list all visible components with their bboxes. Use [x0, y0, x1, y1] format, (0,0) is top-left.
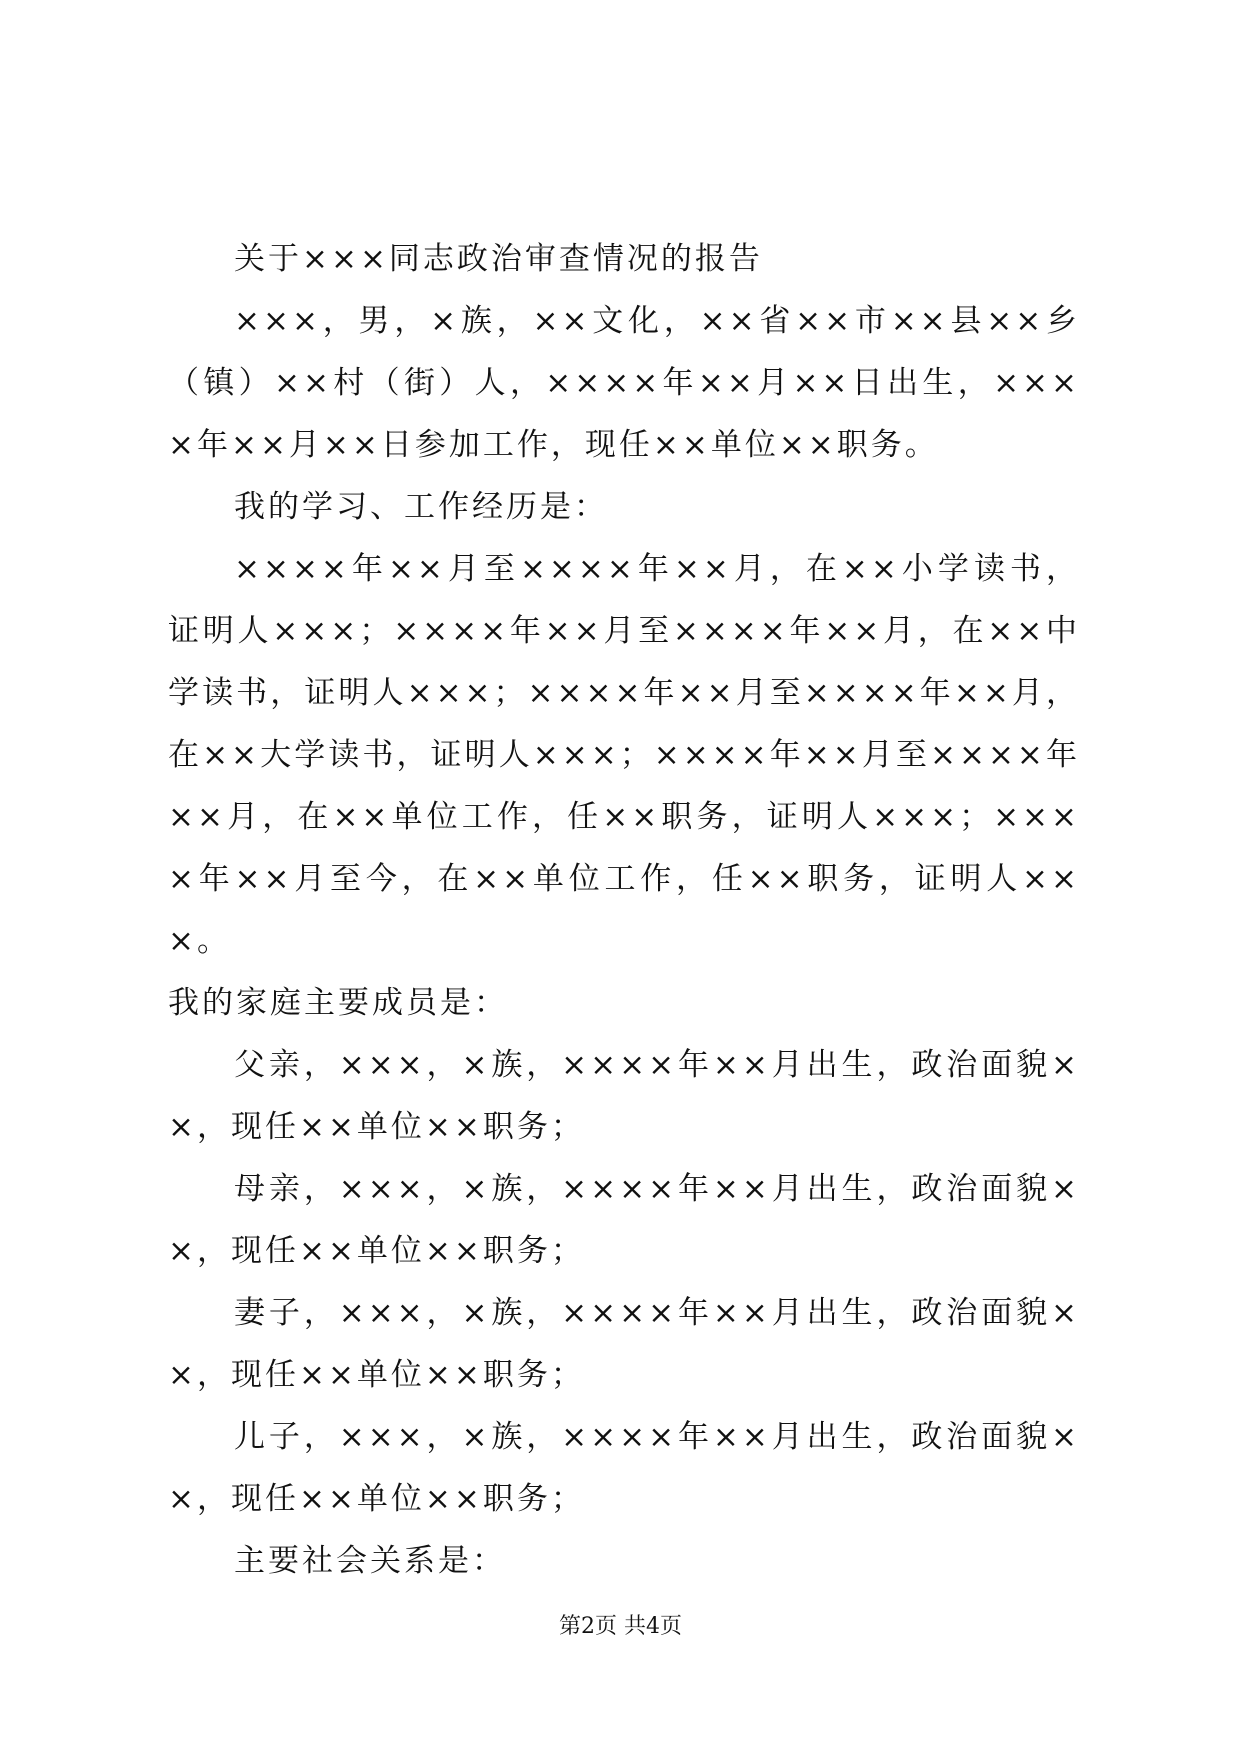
family-member-father: 父亲，×××，×族，××××年××月出生，政治面貌××，现任××单位××职务；	[168, 1047, 1080, 1145]
history-paragraph: ××××年××月至××××年××月，在××小学读书，证明人×××；××××年××月至××××年××月，在××中学读书，证明人×××；××××年××月至××××年××月，在××大学读书，证明人×××；××××年××月至××××年××月，在××单位工作，任××职务，证明人×××；××××年××月至今，在××单位工作，任××职务，证明人×××。	[168, 551, 1080, 959]
family-member-mother: 母亲，×××，×族，××××年××月出生，政治面貌××，现任××单位××职务；	[168, 1171, 1080, 1269]
document-body	[168, 228, 1080, 1592]
social-relations-heading: 主要社会关系是：	[234, 1543, 506, 1579]
history-heading: 我的学习、工作经历是：	[234, 489, 608, 525]
page-number-footer: 第2页 共4页	[559, 1614, 682, 1639]
intro-paragraph: ×××，男，×族，××文化，××省××市××县××乡（镇）××村（街）人，××××年××月××日出生，××××年××月××日参加工作，现任××单位××职务。	[168, 303, 1080, 463]
family-member-son: 儿子，×××，×族，××××年××月出生，政治面貌××，现任××单位××职务；	[168, 1419, 1080, 1517]
family-heading: 我的家庭主要成员是：	[168, 985, 508, 1021]
document-title: 关于×××同志政治审查情况的报告	[234, 241, 763, 277]
family-member-wife: 妻子，×××，×族，××××年××月出生，政治面貌××，现任××单位××职务；	[168, 1295, 1080, 1393]
